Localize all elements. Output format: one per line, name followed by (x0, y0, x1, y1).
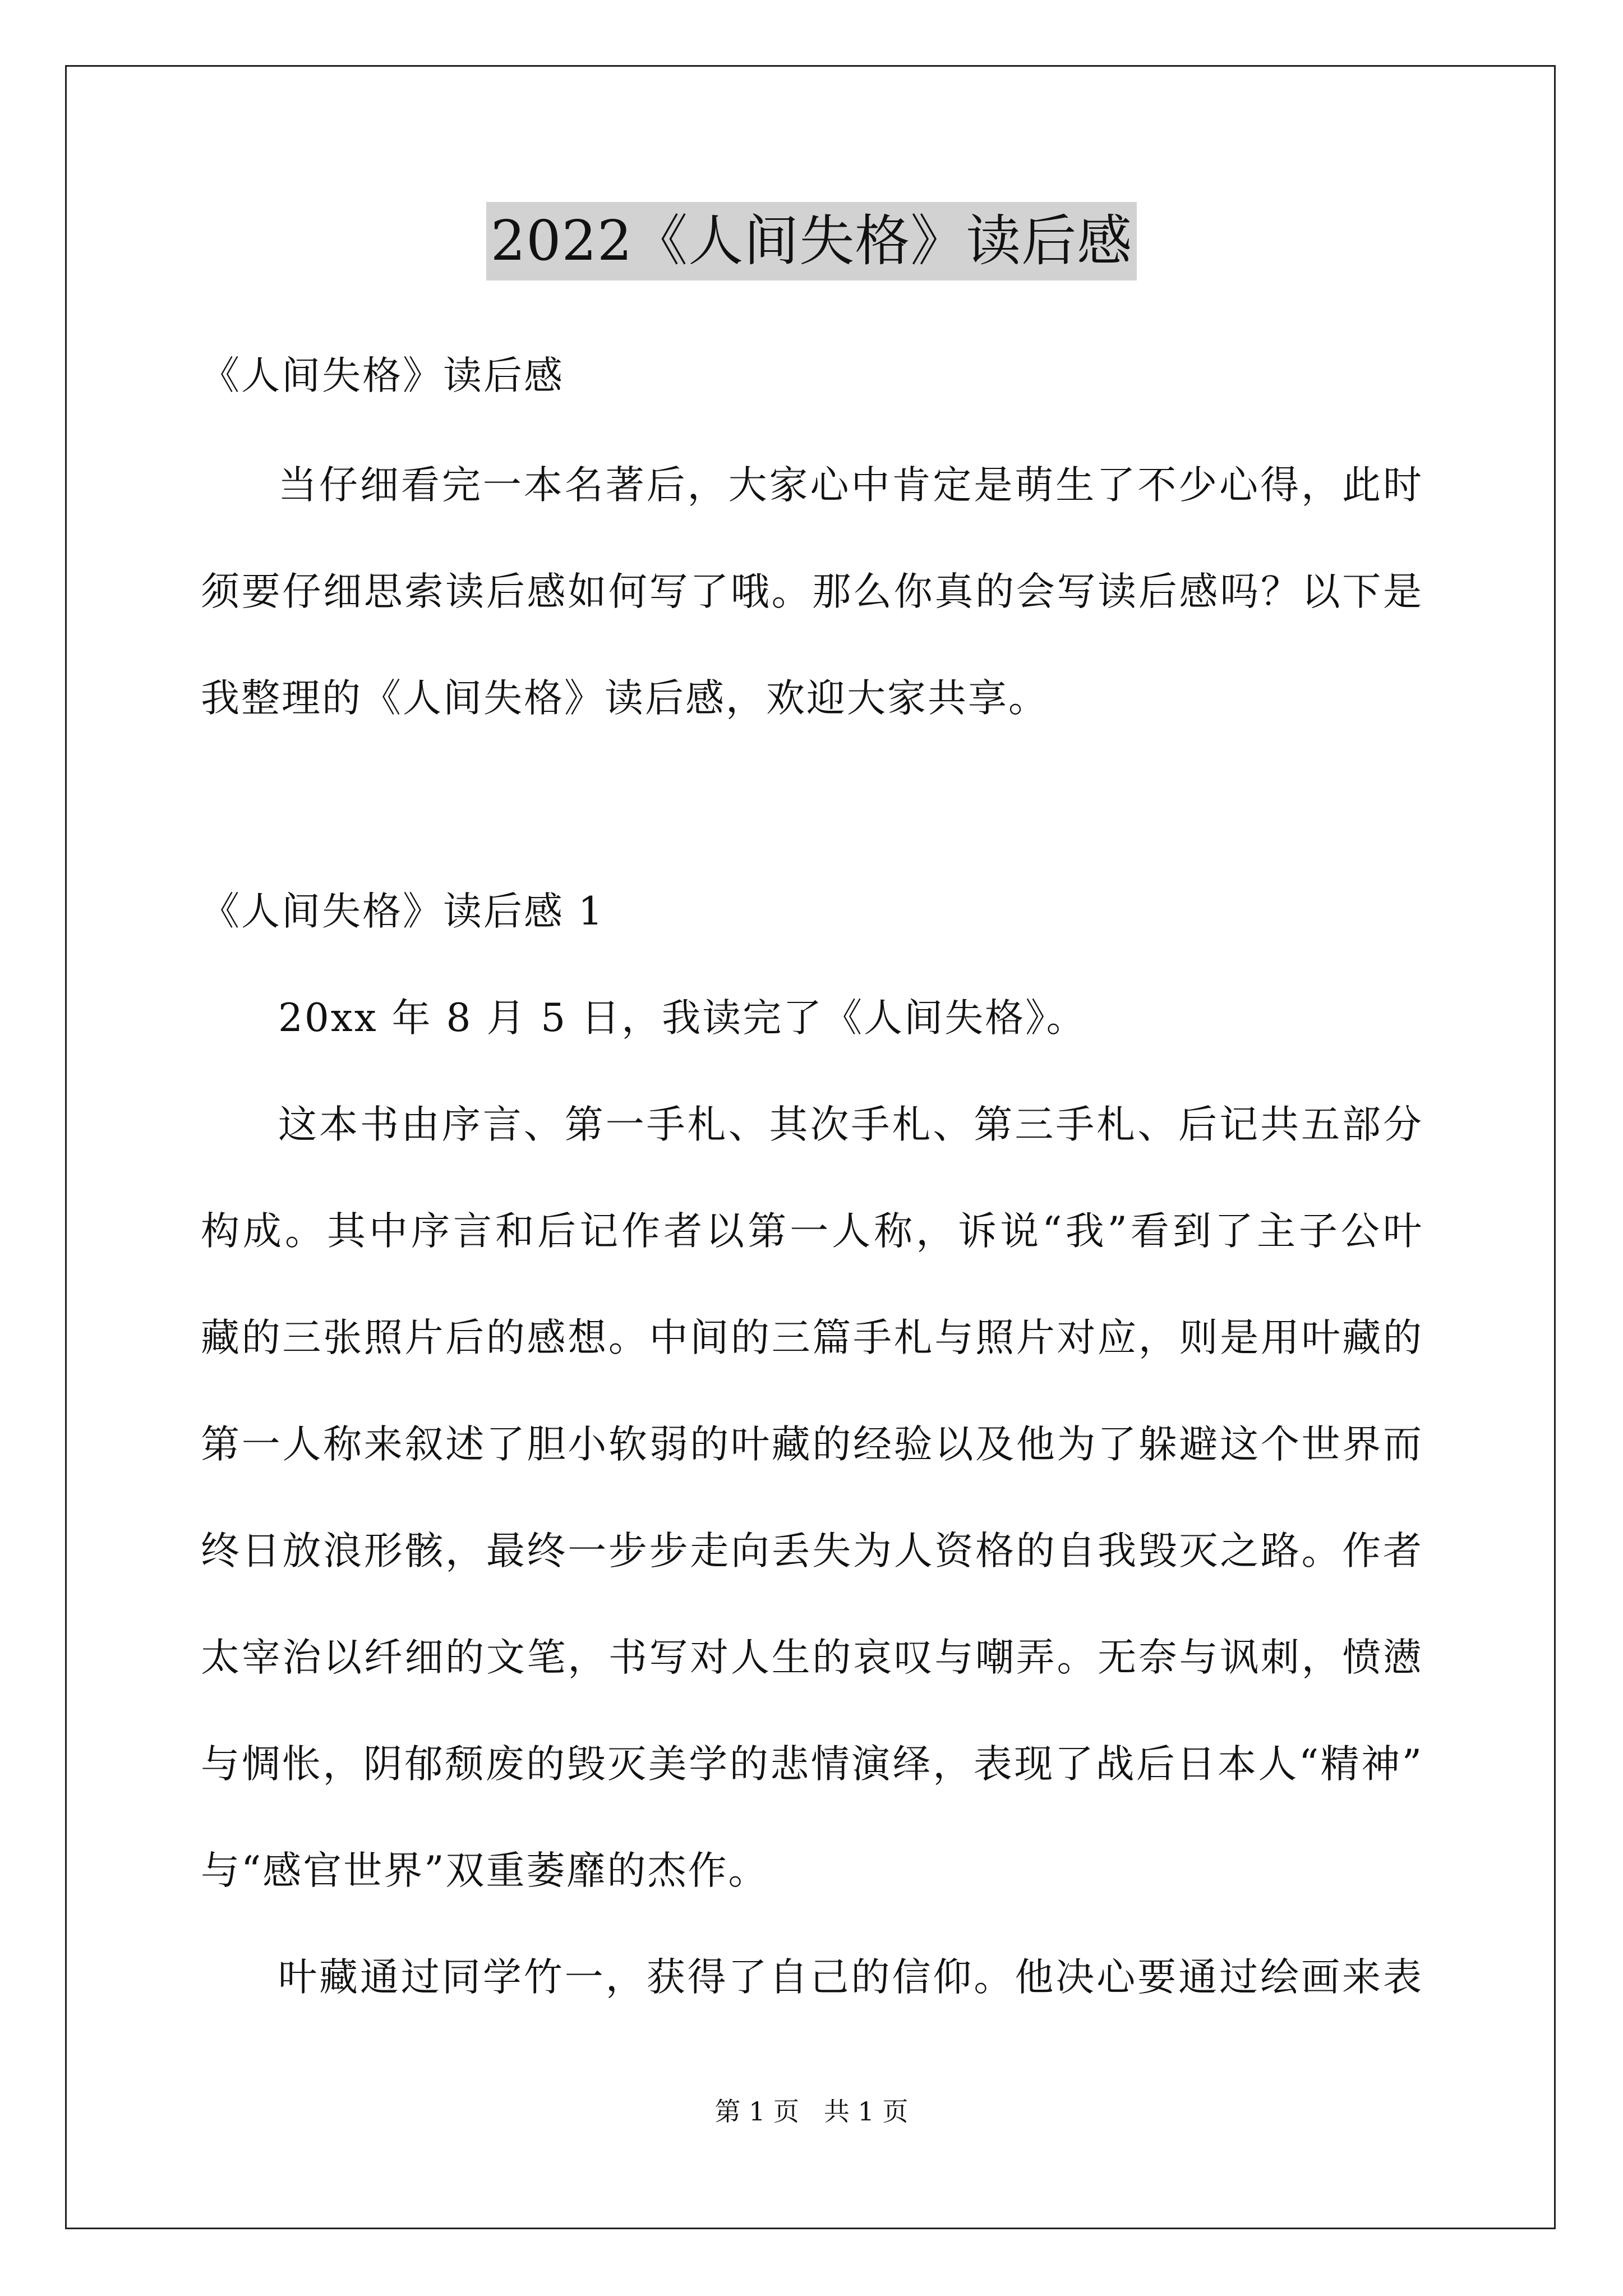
intro-line-1: 当仔细看完一本名著后，大家心中肯定是萌生了不少心得，此时 (278, 463, 1423, 508)
date-line: 20xx 年 8 月 5 日，我读完了《人间失格》。 (278, 996, 1087, 1041)
paragraph2-line-4: 第一人称来叙述了胆小软弱的叶藏的经验以及他为了躲避这个世界而 (201, 1422, 1423, 1467)
paragraph2-line-1: 这本书由序言、第一手札、其次手札、第三手札、后记共五部分 (278, 1102, 1423, 1147)
paragraph2-line-8: 与“感官世界”双重萎靡的杰作。 (201, 1848, 769, 1893)
document-title: 2022《人间失格》读后感 (486, 202, 1137, 280)
page-footer (0, 2095, 1623, 2128)
paragraph2-line-6: 太宰治以纤细的文笔，书写对人生的哀叹与嘲弄。无奈与讽刺，愤懑 (201, 1635, 1423, 1680)
paragraph2-line-7: 与惆怅，阴郁颓废的毁灭美学的悲情演绎，表现了战后日本人“精神” (201, 1742, 1423, 1787)
paragraph3-line-1: 叶藏通过同学竹一，获得了自己的信仰。他决心要通过绘画来表 (278, 1955, 1423, 2000)
title-container (0, 202, 1623, 280)
paragraph2-line-2: 构成。其中序言和后记作者以第一人称，诉说“我”看到了主子公叶 (201, 1209, 1423, 1254)
intro-line-3: 我整理的《人间失格》读后感，欢迎大家共享。 (201, 676, 1049, 721)
paragraph2-line-3: 藏的三张照片后的感想。中间的三篇手札与照片对应，则是用叶藏的 (201, 1315, 1423, 1360)
page-number: 第 1 页 (714, 2096, 800, 2127)
paragraph2-line-5: 终日放浪形骸，最终一步步走向丢失为人资格的自我毁灭之路。作者 (201, 1529, 1423, 1573)
section-heading: 《人间失格》读后感 1 (201, 889, 605, 934)
document-subtitle: 《人间失格》读后感 (201, 353, 564, 398)
intro-line-2: 须要仔细思索读后感如何写了哦。那么你真的会写读后感吗？以下是 (201, 569, 1423, 614)
page-total: 共 1 页 (823, 2096, 909, 2127)
